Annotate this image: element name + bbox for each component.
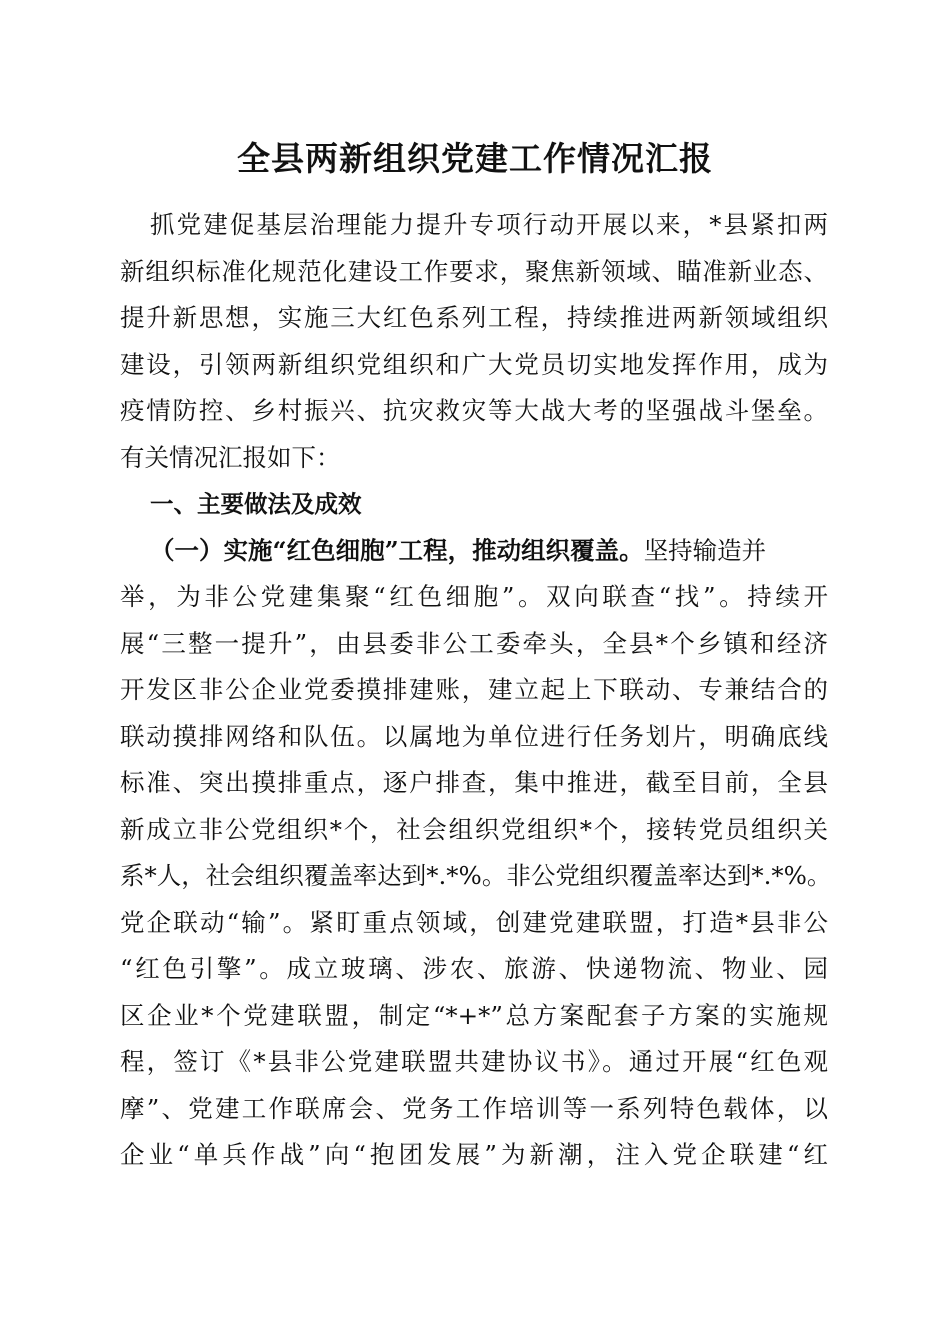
intro-line: 新组织标准化规范化建设工作要求，聚焦新领域、瞄准新业态、: [120, 256, 828, 286]
body-line: 举，为非公党建集聚“红色细胞”。双向联查“找”。持续开: [120, 582, 828, 611]
body-line: 展“三整一提升”，由县委非公工委牵头，全县*个乡镇和经济: [120, 628, 828, 658]
subsection-first-line-rest: 坚持输造并: [643, 535, 767, 565]
intro-line: 抓党建促基层治理能力提升专项行动开展以来，*县紧扣两: [150, 210, 828, 239]
intro-line: 有关情况汇报如下：: [120, 442, 341, 472]
subsection-first-line: [120, 528, 828, 575]
body-line: 程，签订《*县非公党建联盟共建协议书》。通过开展“红色观: [120, 1047, 828, 1076]
body-line: 摩”、党建工作联席会、党务工作培训等一系列特色载体，以: [120, 1093, 828, 1123]
intro-line: 疫情防控、乡村振兴、抗灾救灾等大战大考的坚强战斗堡垒。: [120, 396, 828, 425]
body-line: 企业“单兵作战”向“抱团发展”为新潮，注入党企联建“红: [120, 1140, 828, 1169]
body-line: 标准、突出摸排重点，逐户排查，集中推进，截至目前，全县: [120, 768, 828, 797]
body-line: “红色引擎”。成立玻璃、涉农、旅游、快递物流、物业、园: [120, 954, 828, 983]
body-line: 党企联动“输”。紧盯重点领域，创建党建联盟，打造*县非公: [120, 907, 828, 937]
intro-line: 建设，引领两新组织党组织和广大党员切实地发挥作用，成为: [120, 349, 828, 379]
intro-line: 提升新思想，实施三大红色系列工程，持续推进两新领域组织: [120, 303, 828, 332]
body-line: 系*人，社会组织覆盖率达到*.*%。非公党组织覆盖率达到*.*%。: [120, 861, 832, 890]
body-line: 联动摸排网络和队伍。以属地为单位进行任务划片，明确底线: [120, 721, 828, 751]
subsection-title: （一）实施“红色细胞”工程，推动组织覆盖。: [150, 535, 644, 565]
body-line: 开发区非公企业党委摸排建账，建立起上下联动、专兼结合的: [120, 675, 828, 704]
body-line: 区企业*个党建联盟，制定“*+*”总方案配套子方案的实施规: [120, 1000, 828, 1030]
document-title: 全县两新组织党建工作情况汇报: [237, 139, 713, 178]
body-line: 新成立非公党组织*个，社会组织党组织*个，接转党员组织关: [120, 814, 828, 844]
section-heading: 一、主要做法及成效: [150, 490, 362, 518]
document-body: [120, 202, 832, 1179]
